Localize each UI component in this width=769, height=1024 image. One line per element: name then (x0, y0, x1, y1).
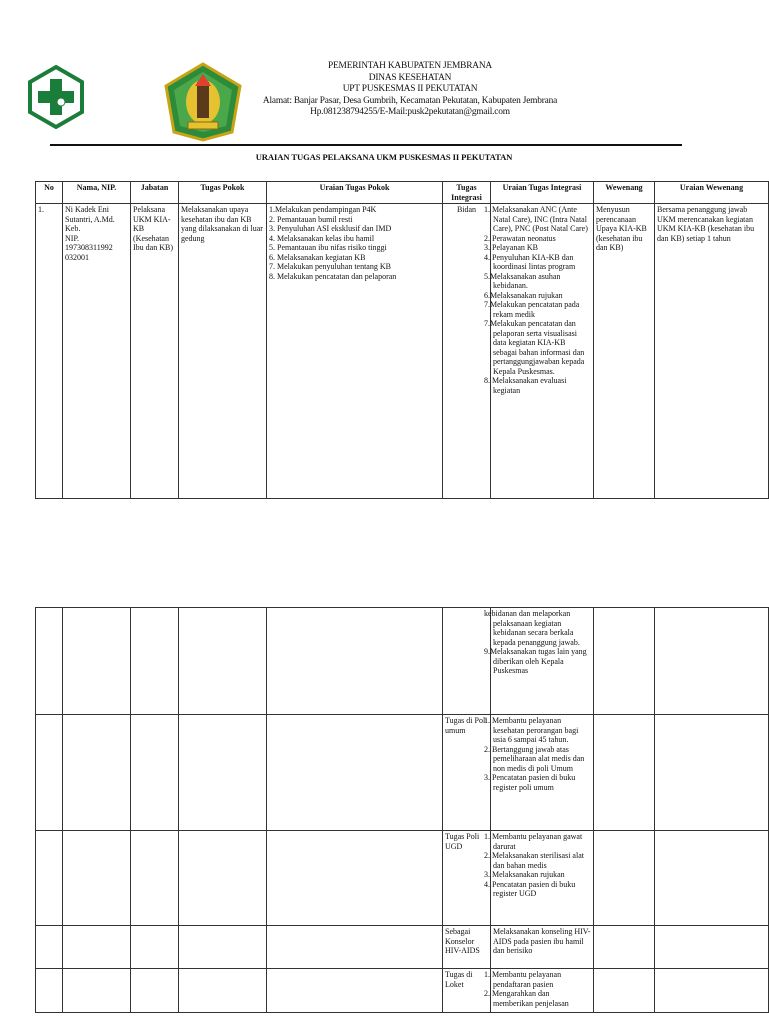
list-item: 7.Melakukan pencatatan pada rekam medik (484, 300, 580, 319)
column-header: Uraian Wewenang (655, 182, 769, 204)
cell-uraian-wewenang: Bersama penanggung jawab UKM merencanakan kegiatan UKM KIA-KB (kesehatan ibu dan KB) setiap 1 tahun (655, 204, 769, 499)
cell-uraian-tugas-integrasi (484, 608, 594, 715)
duties-table (35, 181, 769, 499)
list-item: 4. Penyuluhan KIA-KB dan koordinasi lintas program (484, 252, 576, 271)
list-item: 6. Melaksanakan kegiatan KB (269, 252, 366, 262)
list-item: 1. Melaksanakan ANC (Ante Natal Care), INC (Intra Natal Care), PNC (Post Natal Care) (484, 205, 588, 233)
list-item: 4. Pencatatan pasien di buku register UGD (484, 879, 576, 898)
jembrana-regency-emblem-icon (164, 62, 242, 142)
list-item: kebidanan dan melaporkan pelaksanaan kegiatan kebidanan secara berkala kepada penanggung jawab. (484, 609, 580, 647)
uraian-tugas-pokok-list (269, 205, 440, 281)
list-item: 1. Membantu pelayanan kesehatan perorangan bagi usia 6 sampai 45 tahun. (484, 716, 579, 744)
table-row (36, 831, 769, 926)
uraian-list (484, 970, 591, 1008)
list-item: 2. Bertanggung jawab atas pemeliharaan alat medis dan non medis di poli Umum (484, 744, 585, 773)
cell-tugas-integrasi (443, 608, 491, 715)
list-item: 3. Melaksanakan rujukan (484, 870, 565, 879)
uraian-list (484, 716, 591, 792)
header-divider (50, 144, 682, 146)
cell-wewenang: Menyusun perencanaan Upaya KIA-KB (kesehatan ibu dan KB) (594, 204, 655, 499)
column-header: Nama, NIP. (63, 182, 131, 204)
list-item: Melaksanakan konseling HIV-AIDS pada pasien ibu hamil dan berisiko (493, 927, 591, 955)
list-item: 4. Melaksanakan kelas ibu hamil (269, 233, 375, 243)
list-item: 3. Pencatatan pasien di buku register poli umum (484, 773, 576, 792)
list-item: 5. Pemantauan ibu nifas risiko tinggi (269, 243, 387, 252)
list-item: 1. Membantu pelayanan pendaftaran pasien (484, 970, 562, 989)
cell-nama: Ni Kadek Eni Sutantri, A.Md. Keb. NIP. 197308311992 032001 (63, 204, 131, 499)
cell-tugas-integrasi: Tugas di Loket (443, 969, 491, 1013)
letterhead-line: UPT PUSKESMAS II PEKUTATAN (342, 84, 478, 94)
letterhead-line: Alamat: Banjar Pasar, Desa Gumbrih, Kecamatan Pekutatan, Kabupaten Jembrana (262, 95, 558, 106)
column-header: No (36, 182, 63, 204)
list-item: 7. Melakukan penyuluhan tentang KB (269, 262, 391, 271)
list-item: 3. Penyuluhan ASI eksklusif dan IMD (269, 224, 392, 233)
cell-uraian-tugas-integrasi (484, 831, 594, 926)
list-item: 6.Melaksanakan rujukan (484, 290, 563, 300)
cell-uraian-tugas-pokok (267, 204, 443, 499)
column-header: Tugas Pokok (179, 182, 267, 204)
column-header: Wewenang (594, 182, 655, 204)
letterhead-line: Hp.081238794255/E-Mail:pusk2pekutatan@gmail.com (310, 107, 510, 117)
cell-uraian-tugas-integrasi (484, 715, 594, 831)
table-row (36, 926, 769, 969)
uraian-list (493, 927, 591, 956)
uraian-list (484, 609, 591, 676)
list-item: 8. Melakukan pencatatan dan pelaporan (269, 271, 397, 281)
table-row (36, 608, 769, 715)
cell-jabatan: Pelaksana UKM KIA-KB (Kesehatan Ibu dan KB) (131, 204, 179, 499)
column-header: Uraian Tugas Pokok (267, 182, 443, 204)
list-item: 9.Melaksanakan tugas lain yang diberikan oleh Kepala Puskesmas (484, 647, 587, 675)
column-header: Jabatan (131, 182, 179, 204)
letterhead-line: PEMERINTAH KABUPATEN JEMBRANA (328, 61, 492, 71)
uraian-list (484, 832, 591, 899)
document-title: URAIAN TUGAS PELAKSANA UKM PUSKESMAS II PEKUTATAN (255, 152, 513, 162)
cell-uraian-tugas-integrasi (491, 926, 594, 969)
cell-tugas-integrasi: Sebagai Konselor HIV-AIDS (443, 926, 491, 969)
list-item: 2. Mengarahkan dan memberikan penjelasan (484, 989, 569, 1008)
uraian-tugas-integrasi-list (484, 205, 591, 395)
cell-tugas-integrasi: Tugas di Poli umum (443, 715, 491, 831)
list-item: 2. Perawatan neonatus (484, 233, 556, 243)
list-item: 1. Membantu pelayanan gawat darurat (484, 832, 583, 851)
cell-uraian-tugas-integrasi (484, 969, 594, 1013)
list-item: 7.Melakukan pencatatan dan pelaporan serta visualisasi data kegiatan KIA-KB sebagai bahan informasi dan pertanggungjawaban kepada Kepala Puskesmas. (484, 319, 585, 376)
list-item: 2. Pemantauan bumil resti (269, 214, 353, 224)
letterhead (250, 61, 570, 119)
table-row (36, 715, 769, 831)
list-item: 2. Melaksanakan sterilisasi alat dan bahan medis (484, 851, 584, 870)
cell-tugas-pokok: Melaksanakan upaya kesehatan ibu dan KB yang dilaksanakan di luar gedung (179, 204, 267, 499)
puskesmas-cross-logo-icon (28, 65, 84, 129)
list-item: 5.Melaksanakan asuhan kebidanan. (484, 271, 561, 290)
cell-no: 1. (36, 204, 63, 499)
cell-tugas-integrasi: Tugas Poli UGD (443, 831, 491, 926)
table-header-row (36, 182, 769, 204)
list-item: 3. Pelayanan KB (484, 243, 538, 252)
duties-table-continued (35, 607, 769, 1013)
letterhead-line: DINAS KESEHATAN (368, 72, 452, 83)
cell-tugas-integrasi: Bidan (443, 204, 491, 499)
column-header: Uraian Tugas Integrasi (491, 182, 594, 204)
list-item: 8. Melaksanakan evaluasi kegiatan (484, 376, 567, 395)
cell-uraian-tugas-integrasi (484, 204, 594, 499)
list-item: 1.Melakukan pendampingan P4K (269, 205, 377, 214)
column-header: Tugas Integrasi (443, 182, 491, 204)
table-row (36, 204, 769, 499)
table-row (36, 969, 769, 1013)
